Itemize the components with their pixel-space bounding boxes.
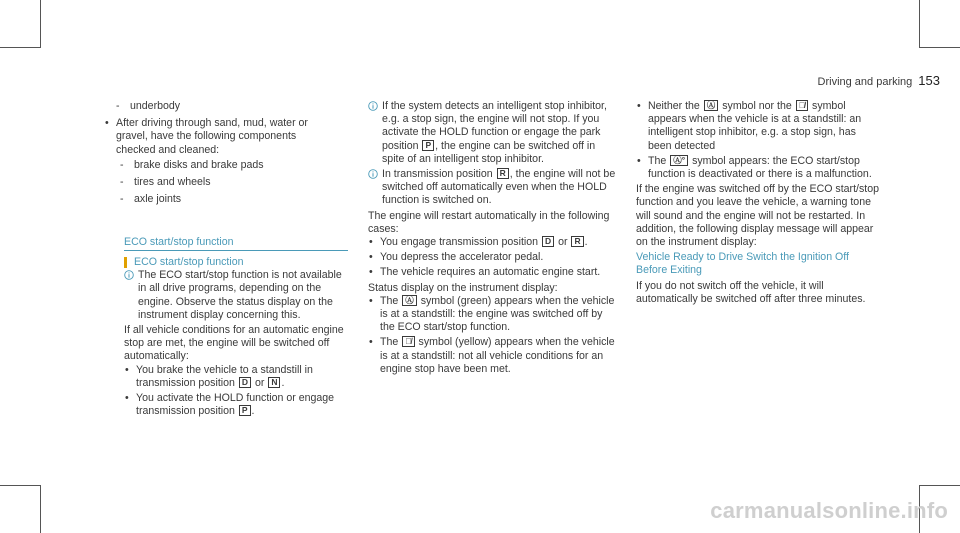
list-item: • You activate the HOLD function or engage transmission position P . [124,392,350,418]
column-2 [368,100,618,378]
note: The ECO start/stop function is not available in all drive programs, depending on the engine. Observe the status display on the instrument display concerning this. [124,269,350,322]
list-item: - tires and wheels [116,176,352,189]
gear-d-icon: D [542,236,554,247]
note: In transmission position R , the engine will not be switched off automatically even when the HOLD function is switched on. [368,168,618,208]
paragraph: Status display on the instrument display: [368,281,558,294]
list-item: - brake disks and brake pads [116,159,352,172]
eco-crossed-icon: Ⓐ̸ [796,100,808,111]
info-icon [368,101,378,111]
crop-mark [0,47,40,48]
crop-mark [0,485,40,486]
info-icon [368,169,378,179]
gear-d-icon: D [239,377,251,388]
list-item: • You engage transmission position D or R . [368,236,618,249]
paragraph: If all vehicle conditions for an automatic engine stop are met, the engine will be switched off automatically: [124,324,344,363]
crop-mark [920,485,960,486]
list-item: • The Ⓐ̸ symbol (yellow) appears when the vehicle is at a standstill: not all vehicle conditions for an engine stop have been met. [368,336,618,376]
column-1-lower [124,256,350,420]
gear-r-icon: R [497,168,509,179]
watermark: carmanualsonline.info [710,498,948,523]
section-title: ECO start/stop function [124,236,348,251]
column-3 [636,100,882,306]
eco-symbol-icon: Ⓐ [402,295,417,306]
list-item: • Neither the Ⓐ symbol nor the Ⓐ̸ symbol appears when the vehicle is at a standstill: an intelligent stop inhibitor, e.g. a stop sign, has been detected [636,100,882,153]
list-item: • The Ⓐ symbol (green) appears when the vehicle is at a standstill: the engine was switched off by the ECO start/stop function. [368,295,618,335]
list-item: - underbody [112,100,352,113]
gear-n-icon: N [268,377,280,388]
list-item: • You depress the accelerator pedal. [368,251,618,264]
column-1 [102,100,352,210]
paragraph: The engine will restart automatically in the following cases: [368,209,610,235]
list-item: • You brake the vehicle to a standstill in transmission position D or N . [124,364,350,390]
eco-off-icon: Ⓐ° [670,155,688,166]
crop-mark [919,0,920,48]
paragraph: If you do not switch off the vehicle, it will automatically be switched off after three minutes. [636,279,866,305]
eco-symbol-icon: Ⓐ [704,100,719,111]
display-message: Vehicle Ready to Drive Switch the Ignition Off Before Exiting [636,251,849,277]
list-item: • The Ⓐ° symbol appears: the ECO start/stop function is deactivated or there is a malfunction. [636,155,882,181]
gear-p-icon: P [239,405,251,416]
crop-mark [920,47,960,48]
list-item: • After driving through sand, mud, water or gravel, have the following components checked and cleaned: [104,117,328,157]
list-item: • The vehicle requires an automatic engine start. [368,266,618,279]
subsection-title: ECO start/stop function [124,256,350,269]
gear-p-icon: P [422,140,434,151]
page-number: 153 [918,73,940,88]
paragraph: If the engine was switched off by the ECO start/stop function and you leave the vehicle, a warning tone will sound and the engine will not be restarted. In addition, the following display message will appear on the instrument display: [636,183,879,249]
info-icon [124,270,134,280]
crop-mark [40,485,41,533]
note: If the system detects an intelligent stop inhibitor, e.g. a stop sign, the engine will not stop. If you activate the HOLD function or engage the park position P , the engine can be switched off in spite of an intelligent stop inhibitor. [368,100,618,166]
eco-crossed-icon: Ⓐ̸ [402,336,414,347]
section-name: Driving and parking [817,76,913,88]
gear-r-icon: R [571,236,583,247]
crop-mark [40,0,41,48]
page-header [818,74,940,89]
list-item: - axle joints [116,193,352,206]
